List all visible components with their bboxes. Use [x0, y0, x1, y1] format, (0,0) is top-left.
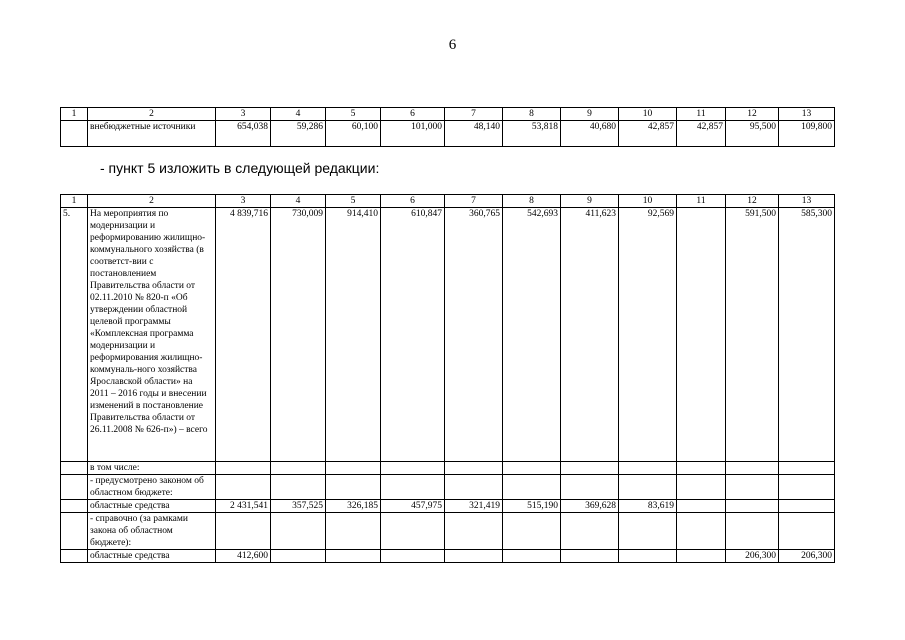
col-header: 5 [326, 108, 381, 121]
cell-value: 730,009 [271, 208, 326, 462]
cell-value [677, 550, 726, 563]
cell-value [271, 550, 326, 563]
cell-value: 59,286 [271, 121, 326, 147]
col-header: 13 [779, 108, 835, 121]
row-number [61, 121, 88, 147]
cell-value: 360,765 [445, 208, 503, 462]
table-row [61, 500, 835, 513]
col-header: 2 [88, 195, 216, 208]
cell-value: 321,419 [445, 500, 503, 513]
col-header: 9 [561, 108, 619, 121]
col-header: 11 [677, 108, 726, 121]
cell-value: 42,857 [619, 121, 677, 147]
table-row [61, 513, 835, 550]
item5-table [60, 194, 835, 563]
cell-value: 4 839,716 [216, 208, 271, 462]
row-label: - справочно (за рамками закона об областном бюджете): [88, 513, 216, 550]
cell-value: 610,847 [381, 208, 445, 462]
table-row [61, 121, 835, 147]
cell-value: 42,857 [677, 121, 726, 147]
cell-value: 92,569 [619, 208, 677, 462]
col-header: 9 [561, 195, 619, 208]
col-header: 5 [326, 195, 381, 208]
cell-value: 326,185 [326, 500, 381, 513]
cell-value: 206,300 [779, 550, 835, 563]
cell-value: 40,680 [561, 121, 619, 147]
cell-value: 101,000 [381, 121, 445, 147]
col-header: 6 [381, 108, 445, 121]
col-header: 3 [216, 195, 271, 208]
col-header: 12 [726, 195, 779, 208]
col-header: 11 [677, 195, 726, 208]
cell-value: 515,190 [503, 500, 561, 513]
col-header: 4 [271, 195, 326, 208]
col-header: 2 [88, 108, 216, 121]
table-row [61, 462, 835, 475]
cell-value [503, 550, 561, 563]
header-row [61, 195, 835, 208]
row-label: На мероприятия по модернизации и реформированию жилищно-коммунального хозяйства (в соответст-вии с постановлением Правительства области от 02.11.2010 № 820-п «Об утверждении областной целевой программы «Комплексная программа модернизации и реформирования жилищно-коммуналь-ного хозяйства Ярославской области» на 2011 – 2016 годы и внесении изменений в постановление Правительства области от 26.11.2008 № 626-п») – всего [88, 208, 216, 462]
page-number: 6 [448, 37, 457, 53]
col-header: 7 [445, 108, 503, 121]
cell-value: 95,500 [726, 121, 779, 147]
col-header: 3 [216, 108, 271, 121]
col-header: 13 [779, 195, 835, 208]
cell-value [779, 500, 835, 513]
cell-value [726, 500, 779, 513]
row-label: - предусмотрено законом об областном бюджете: [88, 475, 216, 500]
col-header: 6 [381, 195, 445, 208]
cell-value: 109,800 [779, 121, 835, 147]
cell-value [381, 550, 445, 563]
continuation-table [60, 107, 835, 147]
cell-value: 591,500 [726, 208, 779, 462]
cell-value: 2 431,541 [216, 500, 271, 513]
cell-value [326, 550, 381, 563]
cell-value: 412,600 [216, 550, 271, 563]
cell-value: 914,410 [326, 208, 381, 462]
row-label: в том числе: [88, 462, 216, 475]
cell-value: 83,619 [619, 500, 677, 513]
cell-value [677, 208, 726, 462]
table-row [61, 550, 835, 563]
row-number: 5. [61, 208, 88, 462]
col-header: 4 [271, 108, 326, 121]
cell-value: 585,300 [779, 208, 835, 462]
amendment-text: - пункт 5 изложить в следующей редакции: [100, 160, 380, 176]
col-header: 10 [619, 195, 677, 208]
col-header: 1 [61, 195, 88, 208]
cell-value: 53,818 [503, 121, 561, 147]
cell-value: 411,623 [561, 208, 619, 462]
cell-value: 457,975 [381, 500, 445, 513]
col-header: 12 [726, 108, 779, 121]
col-header: 1 [61, 108, 88, 121]
row-label: внебюджетные источники [88, 121, 216, 147]
col-header: 8 [503, 108, 561, 121]
cell-value: 206,300 [726, 550, 779, 563]
cell-value [619, 550, 677, 563]
cell-value: 369,628 [561, 500, 619, 513]
cell-value [561, 550, 619, 563]
table-row [61, 475, 835, 500]
row-label: областные средства [88, 550, 216, 563]
col-header: 10 [619, 108, 677, 121]
cell-value: 542,693 [503, 208, 561, 462]
cell-value [445, 550, 503, 563]
row-label: областные средства [88, 500, 216, 513]
col-header: 8 [503, 195, 561, 208]
table-row [61, 208, 835, 462]
cell-value: 48,140 [445, 121, 503, 147]
cell-value: 357,525 [271, 500, 326, 513]
cell-value: 654,038 [216, 121, 271, 147]
cell-value: 60,100 [326, 121, 381, 147]
header-row [61, 108, 835, 121]
cell-value [677, 500, 726, 513]
col-header: 7 [445, 195, 503, 208]
